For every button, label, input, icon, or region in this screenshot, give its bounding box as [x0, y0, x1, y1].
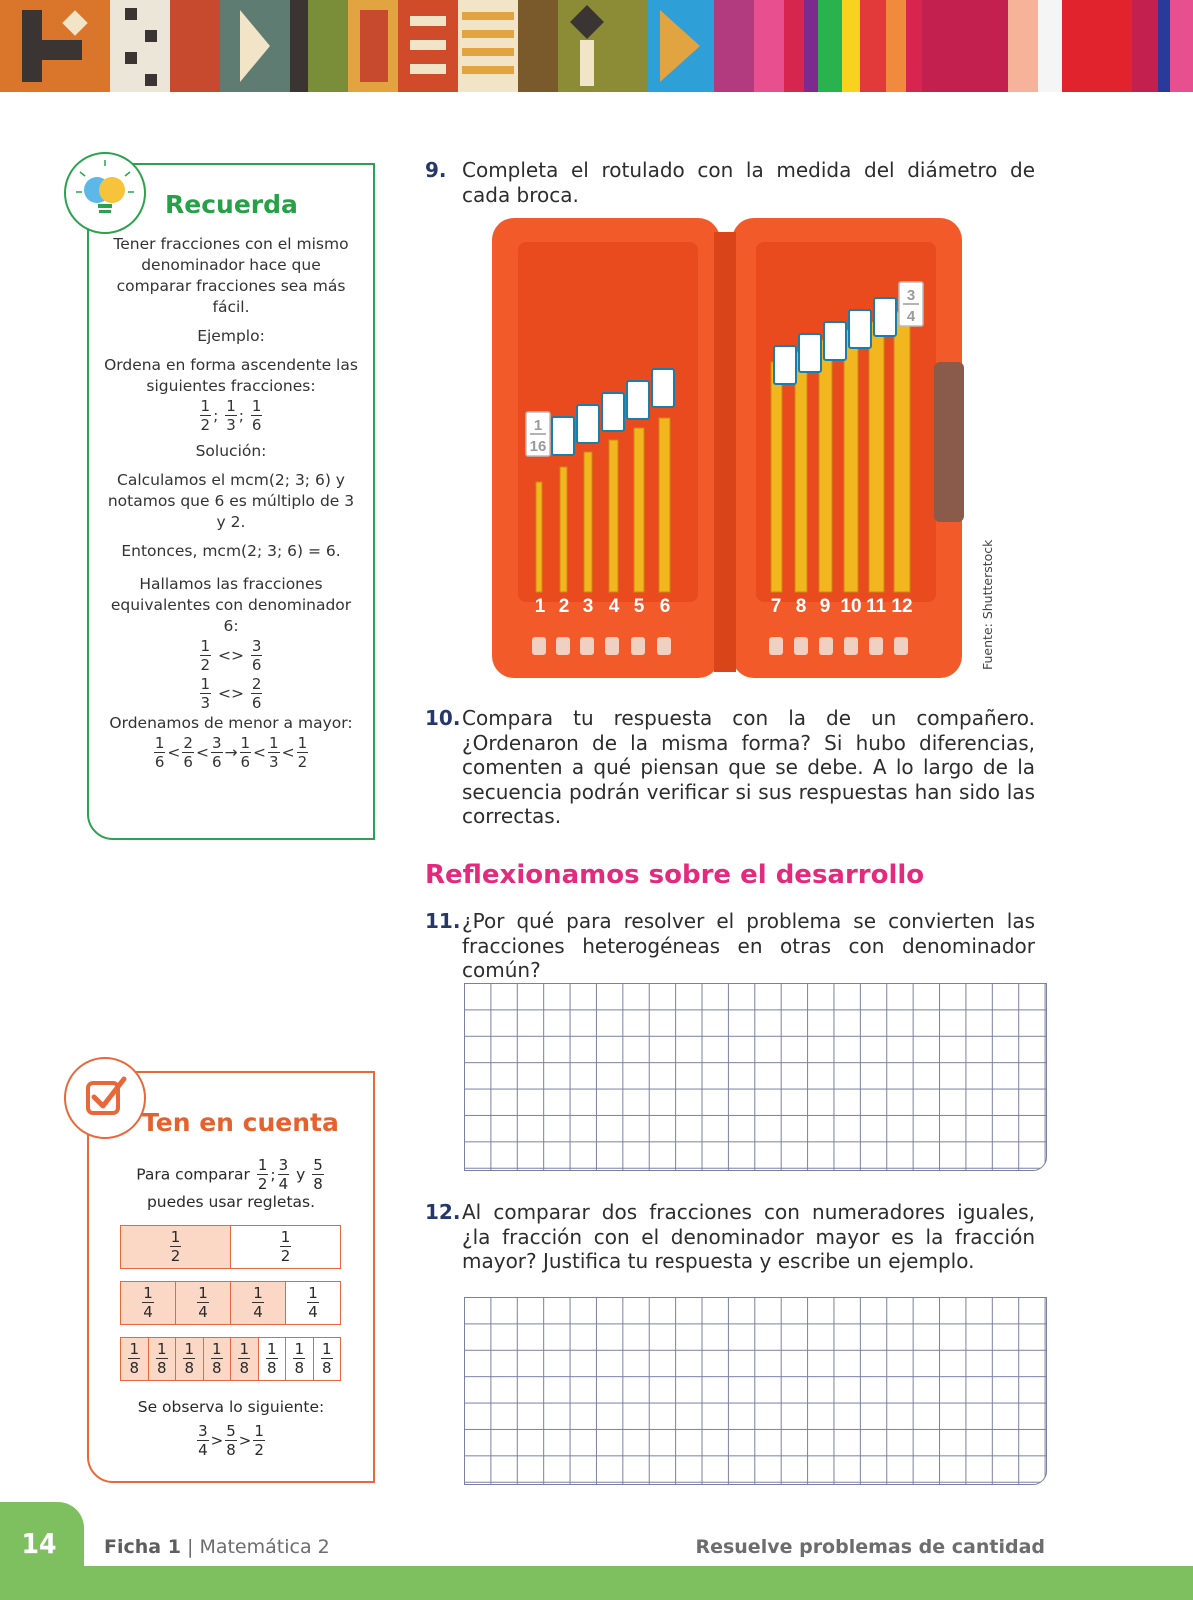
footer-bar [0, 1566, 1193, 1600]
question-text: Al comparar dos fracciones con numeradores iguales, ¿la fracción con el denominador mayor es la fracción mayor? Justifica tu respuesta y escribe un ejemplo. [462, 1200, 1035, 1273]
result-inequality: $\frac{3}{4}$ > $\frac{5}{8}$ > $\frac{1}{2}$ [198, 1422, 264, 1459]
section-title: Reflexionamos sobre el desarrollo [425, 860, 925, 890]
label-fraction-denominator: 4 [906, 308, 916, 325]
recuerda-calc: Calculamos el mcm(2; 3; 6) y notamos que 6 es múltiplo de 3 y 2. [107, 471, 355, 531]
bit-number: 10 [840, 596, 862, 617]
regleta-cell: $\frac{1}{4}$ [121, 1282, 176, 1324]
bit-number: 9 [819, 596, 831, 617]
regleta-cell: $\frac{1}{8}$ [321, 1340, 332, 1377]
regleta-cell: $\frac{1}{8}$ [204, 1338, 232, 1380]
checkbox-icon [64, 1057, 146, 1139]
question-text: Compara tu respuesta con la de un compañero. ¿Ordenaron de la misma forma? Si hubo diferencias, comenten a qué piensan que se debe. A lo largo de la secuencia podrán verificar si sus respuestas han sido las correctas. [462, 706, 1035, 828]
drill-bit-case-image [488, 212, 968, 687]
label-fraction-numerator: 3 [906, 287, 916, 304]
regleta-cell: $\frac{1}{8}$ [286, 1338, 314, 1380]
regleta-halves [120, 1225, 341, 1269]
regleta-cell: $\frac{1}{4}$ [231, 1282, 286, 1324]
bit-number: 4 [608, 596, 620, 617]
label-fraction-denominator: 16 [529, 438, 547, 455]
image-credit: Fuente: Shutterstock [980, 539, 995, 670]
label-fraction-numerator: 1 [533, 417, 543, 434]
regleta-cell: $\frac{1}{8}$ [259, 1338, 287, 1380]
answer-grid-12[interactable] [464, 1297, 1047, 1485]
regleta-cell: $\frac{1}{8}$ [149, 1338, 177, 1380]
decorative-banner [0, 0, 1193, 92]
question-number: 11. [425, 909, 461, 933]
question-9 [425, 158, 1035, 207]
recuerda-ordenamos: Ordenamos de menor a mayor: [109, 714, 353, 732]
regleta-cell: $\frac{1}{8}$ [231, 1338, 259, 1380]
answer-grid-11[interactable] [464, 983, 1047, 1171]
equivalence-row: $\frac{1}{3}$ <> $\frac{2}{6}$ [200, 675, 262, 712]
recuerda-ejemplo: Ejemplo: [197, 327, 265, 345]
fraction: $\frac{1}{2}$ [200, 397, 211, 434]
regleta-eighths [120, 1337, 341, 1381]
regleta-cell: $\frac{1}{4}$ [176, 1282, 231, 1324]
se-observa-text: Se observa lo siguiente: [137, 1398, 325, 1416]
brain-lightbulb-icon [64, 152, 146, 234]
bit-number: 3 [582, 596, 594, 617]
recuerda-solucion: Solución: [195, 442, 267, 460]
recuerda-title: Recuerda [165, 190, 298, 219]
recuerda-entonces: Entonces, mcm(2; 3; 6) = 6. [121, 542, 341, 560]
bit-number: 7 [770, 596, 782, 617]
bit-number: 8 [795, 596, 807, 617]
ten-en-cuenta-title: Ten en cuenta [142, 1108, 339, 1137]
recuerda-hallamos: Hallamos las fracciones equivalentes con denominador 6: [110, 575, 352, 635]
question-11 [425, 909, 1035, 983]
bit-number: 5 [633, 596, 645, 617]
bit-number: 6 [659, 596, 671, 617]
question-10 [425, 706, 1035, 829]
bit-number: 11 [865, 596, 887, 617]
bit-number: 2 [558, 596, 570, 617]
page-number: 14 [21, 1527, 57, 1560]
bit-number: 12 [891, 596, 913, 617]
bit-number: 1 [534, 596, 546, 617]
regleta-quarters [120, 1281, 341, 1325]
regleta-cell: $\frac{1}{2}$ [280, 1228, 291, 1265]
fraction: $\frac{1}{3}$ [226, 397, 236, 434]
question-number: 9. [425, 158, 447, 182]
question-number: 12. [425, 1200, 461, 1224]
question-number: 10. [425, 706, 461, 730]
regleta-cell: $\frac{1}{8}$ [176, 1338, 204, 1380]
ten-en-cuenta-intro: Para comparar $\frac{1}{2}$ ; $\frac{3}{4}$ y $\frac{5}{8}$ puedes usar regletas. [136, 1156, 323, 1211]
recuerda-ordena: Ordena en forma ascendente las siguientes fracciones: [104, 356, 358, 395]
regleta-cell: $\frac{1}{2}$ [121, 1226, 231, 1268]
recuerda-intro: Tener fracciones con el mismo denominador hace que comparar fracciones sea más fácil. [113, 235, 349, 316]
fraction: $\frac{1}{6}$ [251, 397, 262, 434]
question-text: Completa el rotulado con la medida del diámetro de cada broca. [462, 158, 1035, 207]
order-row: $\frac{1}{6}$ < $\frac{2}{6}$ < $\frac{3}{6}$ → $\frac{1}{6}$ < $\frac{1}{3}$ < $\frac{1}{2}$ [154, 734, 308, 771]
regleta-cell: $\frac{1}{4}$ [308, 1284, 318, 1321]
recuerda-body [104, 234, 358, 778]
footer-ficha: Ficha 1 | Matemática 2 [104, 1536, 330, 1558]
recuerda-fractions: $\frac{1}{2}$ ; $\frac{1}{3}$ ; $\frac{1}{6}$ [200, 397, 262, 434]
question-12 [425, 1200, 1035, 1274]
footer-competence: Resuelve problemas de cantidad [695, 1536, 1045, 1558]
regleta-cell: $\frac{1}{8}$ [121, 1338, 149, 1380]
equivalence-row: $\frac{1}{2}$ <> $\frac{3}{6}$ [200, 637, 262, 674]
question-text: ¿Por qué para resolver el problema se convierten las fracciones heterogéneas en otras con denominador común? [462, 909, 1035, 982]
